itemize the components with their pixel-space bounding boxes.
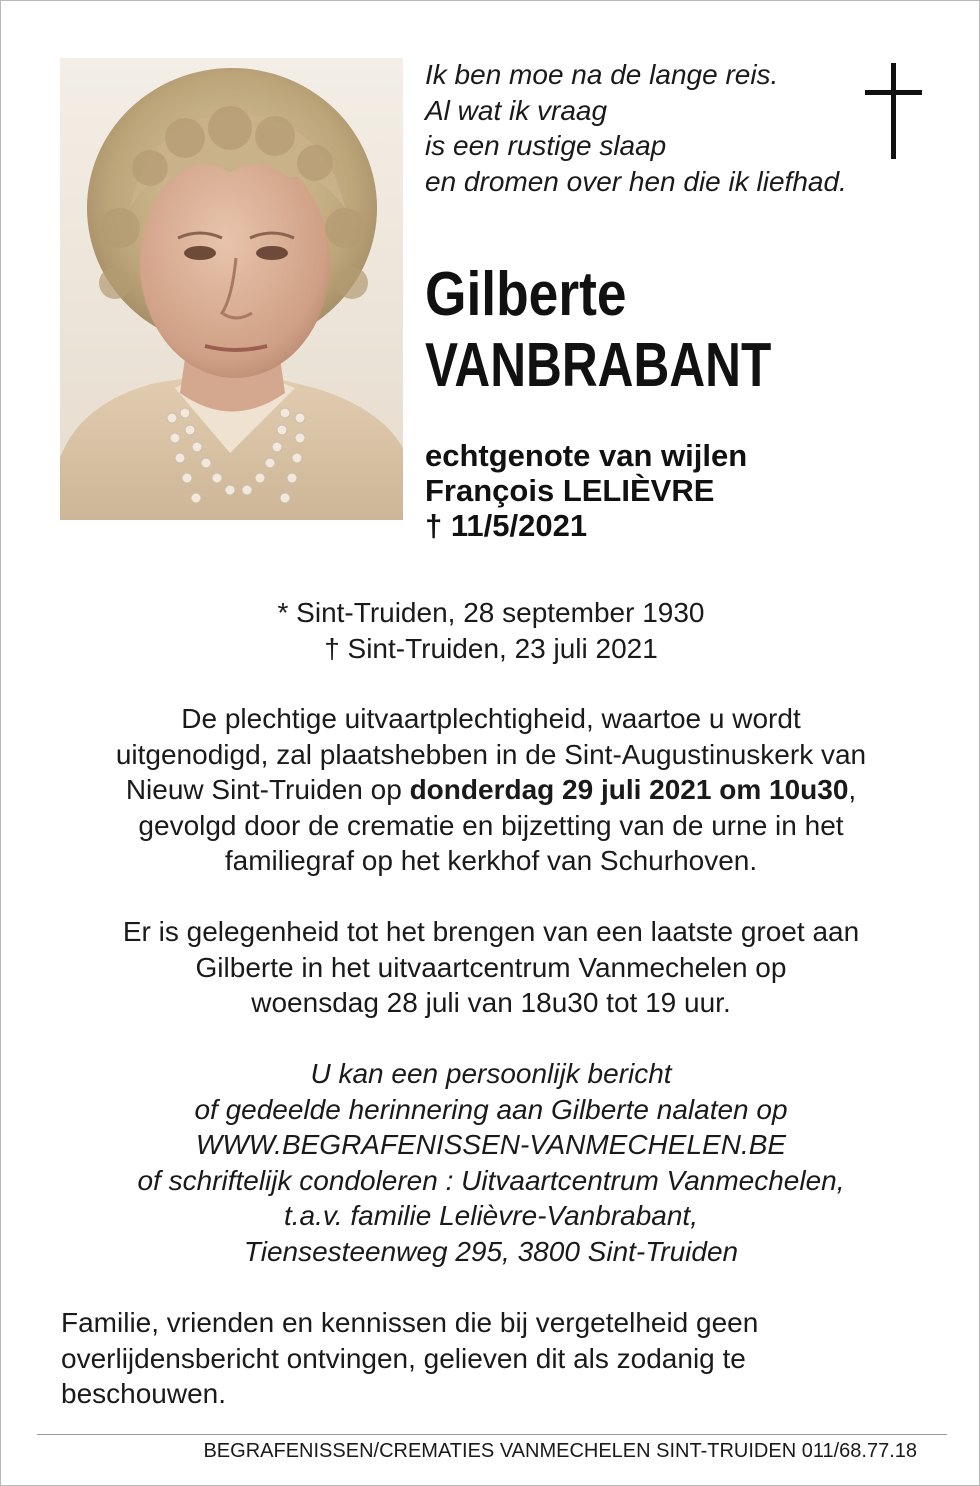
ceremony-text: Nieuw Sint-Truiden op: [125, 774, 410, 805]
ceremony-text: ,: [848, 774, 857, 805]
condolence-website[interactable]: WWW.BEGRAFENISSEN-VANMECHELEN.BE: [195, 1129, 787, 1160]
condolence-paragraph: [41, 1056, 941, 1269]
spouse-info: [425, 438, 747, 543]
poem-line: en dromen over hen die ik liefhad.: [425, 165, 847, 197]
funeral-home-footer: BEGRAFENISSEN/CREMATIES VANMECHELEN SINT-TRUIDEN 011/68.77.18: [203, 1440, 917, 1462]
spouse-name: François LELIÈVRE: [425, 473, 715, 508]
condolence-line: t.a.v. familie Lelièvre-Vanbrabant,: [284, 1200, 698, 1231]
closing-line: beschouwen.: [61, 1378, 227, 1409]
ceremony-line: gevolgd door de crematie en bijzetting van de urne in het: [138, 809, 844, 841]
death-line: † Sint-Truiden, 23 juli 2021: [324, 632, 658, 664]
visitation-line: Gilberte in het uitvaartcentrum Vanmechelen op: [195, 951, 787, 983]
deceased-name: [425, 259, 858, 401]
visitation-paragraph: [41, 914, 941, 1021]
condolence-line: of schriftelijk condoleren : Uitvaartcentrum Vanmechelen,: [137, 1164, 845, 1196]
poem-line: is een rustige slaap: [425, 130, 667, 161]
ceremony-datetime: donderdag 29 juli 2021 om 10u30: [409, 774, 849, 805]
condolence-line: of gedeelde herinnering aan Gilberte nalaten op: [194, 1093, 788, 1125]
poem-line: Al wat ik vraag: [425, 94, 608, 126]
spouse-death-date: † 11/5/2021: [425, 508, 588, 543]
first-name: Gilberte: [425, 260, 627, 329]
footer-divider: [37, 1434, 947, 1435]
ceremony-line: De plechtige uitvaartplechtigheid, waartoe u wordt: [181, 703, 801, 734]
condolence-address: Tiensesteenweg 295, 3800 Sint-Truiden: [243, 1235, 739, 1267]
closing-line: Familie, vrienden en kennissen die bij vergetelheid geen: [61, 1307, 759, 1338]
poem-line: Ik ben moe na de lange reis.: [425, 59, 779, 90]
birth-line: * Sint-Truiden, 28 september 1930: [277, 597, 705, 628]
condolence-line: U kan een persoonlijk bericht: [310, 1058, 672, 1089]
portrait-illustration: [60, 58, 403, 520]
ceremony-line: familiegraf op het kerkhof van Schurhoven.: [224, 845, 758, 876]
life-dates: [41, 595, 941, 666]
closing-line: overlijdensbericht ontvingen, gelieven dit als zodanig te: [61, 1342, 746, 1374]
ceremony-line: uitgenodigd, zal plaatshebben in de Sint-Augustinuskerk van: [115, 738, 867, 770]
spouse-relation: echtgenote van wijlen: [425, 438, 748, 473]
portrait-photo: [60, 58, 403, 520]
visitation-line: Er is gelegenheid tot het brengen van een laatste groet aan: [122, 916, 860, 947]
ceremony-line: [41, 772, 941, 808]
closing-paragraph: [61, 1305, 881, 1412]
cross-icon: [865, 63, 923, 161]
visitation-line: woensdag 28 juli van 18u30 tot 19 uur.: [251, 987, 731, 1018]
ceremony-paragraph: [41, 701, 941, 879]
last-name: VANBRABANT: [425, 331, 772, 400]
poem: [425, 57, 865, 199]
